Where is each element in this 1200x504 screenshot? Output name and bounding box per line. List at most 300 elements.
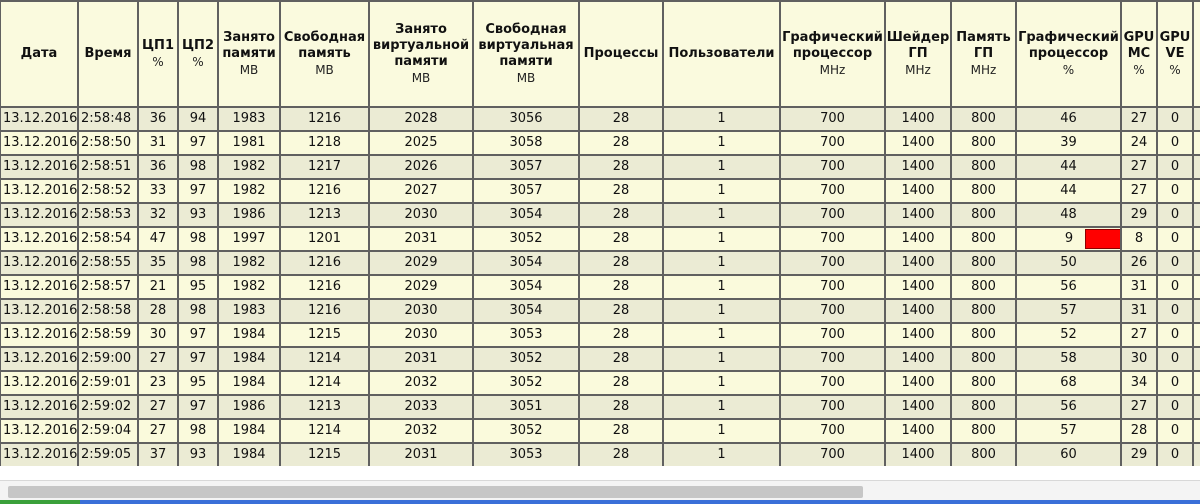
value-cell: 1400 xyxy=(886,276,952,300)
value-cell: 0 xyxy=(1158,156,1194,180)
value-cell: 0 xyxy=(1158,396,1194,420)
value-cell: 700 xyxy=(781,228,886,252)
column-header xyxy=(1158,0,1194,108)
value-cell: 28 xyxy=(580,348,664,372)
value-cell: 60 xyxy=(1017,444,1122,466)
value-cell: 36 xyxy=(139,156,179,180)
value-cell: 98 xyxy=(179,420,219,444)
value-cell: 44 xyxy=(1017,156,1122,180)
value-cell: 3051 xyxy=(474,396,580,420)
column-header-label: Пользователи xyxy=(668,46,775,61)
date-cell: 13.12.2016 xyxy=(0,228,79,252)
value-cell: 800 xyxy=(952,228,1017,252)
value-cell: 700 xyxy=(781,348,886,372)
time-cell: 2:59:00 xyxy=(79,348,139,372)
column-header-unit: MB xyxy=(239,63,259,77)
value-cell: 1984 xyxy=(219,372,281,396)
column-header-label: Память ГП xyxy=(956,30,1011,61)
value-cell: 1218 xyxy=(281,132,370,156)
value-cell: 1400 xyxy=(886,108,952,132)
date-cell: 13.12.2016 xyxy=(0,204,79,228)
time-cell: 2:59:05 xyxy=(79,444,139,466)
column-header-unit: % xyxy=(1133,63,1145,77)
value-cell: 0 xyxy=(1158,372,1194,396)
table-row xyxy=(0,204,1200,228)
value-cell: 1 xyxy=(664,156,781,180)
value-cell: 93 xyxy=(179,204,219,228)
value-cell: 1 xyxy=(664,276,781,300)
column-header-label: GPU MC xyxy=(1123,30,1155,61)
column-header-label: Графический процессор xyxy=(782,30,883,61)
value-cell: 52 xyxy=(1017,324,1122,348)
date-cell: 13.12.2016 xyxy=(0,276,79,300)
value-cell: 700 xyxy=(781,156,886,180)
value-cell: 98 xyxy=(179,252,219,276)
value-cell: 700 xyxy=(781,420,886,444)
table-row xyxy=(0,228,1200,252)
value-cell: 35 xyxy=(139,252,179,276)
value-cell: 2031 xyxy=(370,444,474,466)
value-cell: 2028 xyxy=(370,108,474,132)
value-cell: 1400 xyxy=(886,300,952,324)
column-header-label: Дата xyxy=(20,46,58,61)
value-cell: 1201 xyxy=(281,228,370,252)
value-cell: 31 xyxy=(1122,300,1158,324)
column-header xyxy=(474,0,580,108)
value-cell: 2030 xyxy=(370,324,474,348)
value-cell: 30 xyxy=(139,324,179,348)
column-header xyxy=(0,0,79,108)
overflow-cell xyxy=(1194,180,1200,204)
value-cell: 1400 xyxy=(886,324,952,348)
value-cell: 0 xyxy=(1158,276,1194,300)
column-header xyxy=(1017,0,1122,108)
column-header xyxy=(580,0,664,108)
value-cell: 1981 xyxy=(219,132,281,156)
time-cell: 2:58:59 xyxy=(79,324,139,348)
value-cell: 800 xyxy=(952,372,1017,396)
overflow-cell xyxy=(1194,444,1200,466)
column-header-label: ЦП2 xyxy=(182,38,214,53)
time-cell: 2:59:02 xyxy=(79,396,139,420)
value-cell: 1216 xyxy=(281,108,370,132)
value-cell: 700 xyxy=(781,108,886,132)
value-cell: 26 xyxy=(1122,252,1158,276)
column-header-label: Свободная память xyxy=(283,30,366,61)
value-cell: 700 xyxy=(781,444,886,466)
gpu-usage-alert xyxy=(1017,228,1120,250)
value-cell: 1214 xyxy=(281,420,370,444)
column-header-unit: MB xyxy=(315,63,334,77)
value-cell: 1 xyxy=(664,132,781,156)
value-cell: 47 xyxy=(139,228,179,252)
value-cell: 3057 xyxy=(474,156,580,180)
overflow-cell xyxy=(1194,252,1200,276)
value-cell: 56 xyxy=(1017,396,1122,420)
value-cell: 0 xyxy=(1158,324,1194,348)
table-body xyxy=(0,108,1200,466)
value-cell: 1982 xyxy=(219,156,281,180)
value-cell: 3052 xyxy=(474,228,580,252)
value-cell: 3058 xyxy=(474,132,580,156)
value-cell: 1213 xyxy=(281,204,370,228)
table-row xyxy=(0,372,1200,396)
value-cell: 1214 xyxy=(281,348,370,372)
value-cell: 1216 xyxy=(281,252,370,276)
value-cell: 1983 xyxy=(219,300,281,324)
column-header-unit: % xyxy=(1062,63,1075,77)
date-cell: 13.12.2016 xyxy=(0,252,79,276)
value-cell: 1400 xyxy=(886,204,952,228)
value-cell: 97 xyxy=(179,348,219,372)
column-header xyxy=(781,0,886,108)
header-row xyxy=(0,0,1200,108)
value-cell: 48 xyxy=(1017,204,1122,228)
value-cell: 1213 xyxy=(281,396,370,420)
table-row xyxy=(0,108,1200,132)
value-cell: 95 xyxy=(179,276,219,300)
value-cell: 28 xyxy=(580,252,664,276)
value-cell: 27 xyxy=(1122,156,1158,180)
value-cell: 97 xyxy=(179,132,219,156)
column-header xyxy=(79,0,139,108)
value-cell: 21 xyxy=(139,276,179,300)
value-cell: 28 xyxy=(580,228,664,252)
value-cell: 93 xyxy=(179,444,219,466)
table-row xyxy=(0,420,1200,444)
value-cell: 28 xyxy=(580,396,664,420)
value-cell: 1215 xyxy=(281,324,370,348)
overflow-cell xyxy=(1194,276,1200,300)
value-cell: 1400 xyxy=(886,156,952,180)
column-header xyxy=(139,0,179,108)
table-row xyxy=(0,396,1200,420)
column-header-label: Свободная виртуальная памяти xyxy=(478,22,574,69)
value-cell: 2032 xyxy=(370,372,474,396)
column-header xyxy=(219,0,281,108)
value-cell: 28 xyxy=(139,300,179,324)
alert-marker xyxy=(1085,229,1121,249)
value-cell: 800 xyxy=(952,396,1017,420)
taskbar-strip xyxy=(0,500,1200,504)
value-cell: 1984 xyxy=(219,444,281,466)
value-cell: 94 xyxy=(179,108,219,132)
value-cell: 36 xyxy=(139,108,179,132)
value-cell: 28 xyxy=(580,276,664,300)
value-cell xyxy=(1017,228,1122,252)
value-cell: 1400 xyxy=(886,396,952,420)
overflow-cell xyxy=(1194,420,1200,444)
value-cell: 28 xyxy=(580,420,664,444)
column-header-label: Занято виртуальной памяти xyxy=(372,22,470,69)
value-cell: 1216 xyxy=(281,180,370,204)
value-cell: 800 xyxy=(952,420,1017,444)
value-cell: 2032 xyxy=(370,420,474,444)
column-header-unit: MHz xyxy=(970,63,997,77)
value-cell: 1982 xyxy=(219,180,281,204)
value-cell: 31 xyxy=(1122,276,1158,300)
value-cell: 1986 xyxy=(219,204,281,228)
value-cell: 1 xyxy=(664,444,781,466)
value-cell: 30 xyxy=(1122,348,1158,372)
table-row xyxy=(0,180,1200,204)
value-cell: 28 xyxy=(580,204,664,228)
value-cell: 2030 xyxy=(370,300,474,324)
date-cell: 13.12.2016 xyxy=(0,180,79,204)
value-cell: 1 xyxy=(664,348,781,372)
value-cell: 1215 xyxy=(281,444,370,466)
table-row xyxy=(0,348,1200,372)
value-cell: 800 xyxy=(952,324,1017,348)
column-header xyxy=(952,0,1017,108)
value-cell: 27 xyxy=(1122,180,1158,204)
value-cell: 1 xyxy=(664,396,781,420)
date-cell: 13.12.2016 xyxy=(0,324,79,348)
value-cell: 37 xyxy=(139,444,179,466)
value-cell: 0 xyxy=(1158,204,1194,228)
value-cell: 1400 xyxy=(886,132,952,156)
column-header-unit: % xyxy=(1169,63,1181,77)
column-header-unit: MHz xyxy=(819,63,846,77)
value-cell: 1984 xyxy=(219,348,281,372)
value-cell: 0 xyxy=(1158,228,1194,252)
date-cell: 13.12.2016 xyxy=(0,300,79,324)
value-cell: 700 xyxy=(781,180,886,204)
value-cell: 0 xyxy=(1158,300,1194,324)
overflow-cell xyxy=(1194,324,1200,348)
value-cell: 27 xyxy=(139,348,179,372)
value-cell: 27 xyxy=(139,396,179,420)
value-cell: 800 xyxy=(952,132,1017,156)
time-cell: 2:59:04 xyxy=(79,420,139,444)
value-cell: 2031 xyxy=(370,228,474,252)
value-cell: 2026 xyxy=(370,156,474,180)
value-cell: 3056 xyxy=(474,108,580,132)
value-cell: 1216 xyxy=(281,276,370,300)
column-header xyxy=(179,0,219,108)
time-cell: 2:58:50 xyxy=(79,132,139,156)
overflow-cell xyxy=(1194,300,1200,324)
value-cell: 800 xyxy=(952,108,1017,132)
date-cell: 13.12.2016 xyxy=(0,396,79,420)
date-cell: 13.12.2016 xyxy=(0,444,79,466)
value-cell: 68 xyxy=(1017,372,1122,396)
value-cell: 27 xyxy=(139,420,179,444)
date-cell: 13.12.2016 xyxy=(0,132,79,156)
value-cell: 44 xyxy=(1017,180,1122,204)
overflow-cell xyxy=(1194,156,1200,180)
value-cell: 1 xyxy=(664,324,781,348)
time-cell: 2:58:54 xyxy=(79,228,139,252)
value-cell: 0 xyxy=(1158,252,1194,276)
overflow-cell xyxy=(1194,372,1200,396)
value-cell: 1 xyxy=(664,420,781,444)
column-header xyxy=(370,0,474,108)
value-cell: 1982 xyxy=(219,276,281,300)
value-cell: 0 xyxy=(1158,132,1194,156)
value-cell: 0 xyxy=(1158,420,1194,444)
time-cell: 2:58:48 xyxy=(79,108,139,132)
value-cell: 28 xyxy=(580,180,664,204)
value-cell: 34 xyxy=(1122,372,1158,396)
time-cell: 2:58:53 xyxy=(79,204,139,228)
value-cell: 800 xyxy=(952,444,1017,466)
value-cell: 39 xyxy=(1017,132,1122,156)
column-header xyxy=(1122,0,1158,108)
overflow-cell xyxy=(1194,204,1200,228)
value-cell: 1216 xyxy=(281,300,370,324)
overflow-cell xyxy=(1194,132,1200,156)
date-cell: 13.12.2016 xyxy=(0,348,79,372)
time-cell: 2:58:52 xyxy=(79,180,139,204)
time-cell: 2:58:55 xyxy=(79,252,139,276)
value-cell: 2031 xyxy=(370,348,474,372)
value-cell: 1 xyxy=(664,300,781,324)
value-cell: 700 xyxy=(781,276,886,300)
value-cell: 1 xyxy=(664,228,781,252)
value-cell: 3052 xyxy=(474,348,580,372)
value-cell: 28 xyxy=(580,132,664,156)
value-cell: 0 xyxy=(1158,348,1194,372)
scrollbar-thumb[interactable] xyxy=(8,486,863,498)
value-cell: 800 xyxy=(952,300,1017,324)
value-cell: 1984 xyxy=(219,420,281,444)
value-cell: 97 xyxy=(179,396,219,420)
column-header-unit: MHz xyxy=(905,63,931,77)
value-cell: 700 xyxy=(781,204,886,228)
overflow-cell xyxy=(1194,228,1200,252)
table-row xyxy=(0,444,1200,466)
column-header-overflow xyxy=(1194,0,1200,108)
column-header-label: ЦП1 xyxy=(142,38,174,53)
value-cell: 3054 xyxy=(474,252,580,276)
column-header xyxy=(886,0,952,108)
value-cell: 700 xyxy=(781,252,886,276)
overflow-cell xyxy=(1194,108,1200,132)
value-cell: 2033 xyxy=(370,396,474,420)
value-cell: 1983 xyxy=(219,108,281,132)
table-row xyxy=(0,132,1200,156)
value-cell: 1400 xyxy=(886,420,952,444)
value-cell: 1214 xyxy=(281,372,370,396)
value-cell: 58 xyxy=(1017,348,1122,372)
value-cell: 23 xyxy=(139,372,179,396)
value-cell: 46 xyxy=(1017,108,1122,132)
value-cell: 1 xyxy=(664,204,781,228)
column-header-label: Графический процессор xyxy=(1018,30,1119,61)
value-cell: 700 xyxy=(781,324,886,348)
value-cell: 1400 xyxy=(886,252,952,276)
value-cell: 27 xyxy=(1122,108,1158,132)
value-cell: 2030 xyxy=(370,204,474,228)
column-header-unit: MB xyxy=(411,71,431,85)
value-cell: 1984 xyxy=(219,324,281,348)
time-cell: 2:58:58 xyxy=(79,300,139,324)
value-cell: 700 xyxy=(781,300,886,324)
value-cell: 3054 xyxy=(474,204,580,228)
value-cell: 31 xyxy=(139,132,179,156)
value-cell: 97 xyxy=(179,324,219,348)
value-cell: 29 xyxy=(1122,444,1158,466)
table-row xyxy=(0,300,1200,324)
column-header xyxy=(664,0,781,108)
value-cell: 1997 xyxy=(219,228,281,252)
value-cell: 800 xyxy=(952,252,1017,276)
value-cell: 3053 xyxy=(474,324,580,348)
value-cell: 28 xyxy=(580,108,664,132)
column-header xyxy=(281,0,370,108)
value-cell: 28 xyxy=(580,324,664,348)
value-cell: 2029 xyxy=(370,276,474,300)
value-cell: 28 xyxy=(580,300,664,324)
value-cell: 800 xyxy=(952,204,1017,228)
value-cell: 3054 xyxy=(474,276,580,300)
value-cell: 0 xyxy=(1158,108,1194,132)
value-cell: 28 xyxy=(1122,420,1158,444)
table-row xyxy=(0,156,1200,180)
time-cell: 2:58:51 xyxy=(79,156,139,180)
value-cell: 1400 xyxy=(886,444,952,466)
value-cell: 98 xyxy=(179,228,219,252)
value-cell: 98 xyxy=(179,300,219,324)
value-cell: 3054 xyxy=(474,300,580,324)
value-cell: 2025 xyxy=(370,132,474,156)
value-cell: 0 xyxy=(1158,180,1194,204)
value-cell: 57 xyxy=(1017,300,1122,324)
table-row xyxy=(0,276,1200,300)
value-cell: 28 xyxy=(580,156,664,180)
value-cell: 700 xyxy=(781,396,886,420)
table-row xyxy=(0,324,1200,348)
value-cell: 29 xyxy=(1122,204,1158,228)
value-cell: 57 xyxy=(1017,420,1122,444)
value-cell: 24 xyxy=(1122,132,1158,156)
value-cell: 56 xyxy=(1017,276,1122,300)
value-cell: 800 xyxy=(952,180,1017,204)
overflow-cell xyxy=(1194,348,1200,372)
value-cell: 0 xyxy=(1158,444,1194,466)
value-cell: 27 xyxy=(1122,324,1158,348)
value-cell: 95 xyxy=(179,372,219,396)
value-cell: 32 xyxy=(139,204,179,228)
value-cell: 1 xyxy=(664,180,781,204)
column-header-unit: % xyxy=(192,55,204,69)
value-cell: 1400 xyxy=(886,372,952,396)
gpu-usage-value: 9 xyxy=(1064,231,1074,246)
value-cell: 1400 xyxy=(886,228,952,252)
value-cell: 33 xyxy=(139,180,179,204)
value-cell: 1400 xyxy=(886,180,952,204)
value-cell: 1 xyxy=(664,108,781,132)
start-button-edge[interactable] xyxy=(0,500,80,504)
value-cell: 98 xyxy=(179,156,219,180)
value-cell: 50 xyxy=(1017,252,1122,276)
time-cell: 2:58:57 xyxy=(79,276,139,300)
table-row xyxy=(0,252,1200,276)
date-cell: 13.12.2016 xyxy=(0,156,79,180)
column-header-label: Занято памяти xyxy=(222,30,276,61)
date-cell: 13.12.2016 xyxy=(0,372,79,396)
column-header-label: Процессы xyxy=(583,46,659,61)
date-cell: 13.12.2016 xyxy=(0,108,79,132)
value-cell: 2027 xyxy=(370,180,474,204)
value-cell: 800 xyxy=(952,156,1017,180)
value-cell: 28 xyxy=(580,372,664,396)
column-header-label: GPU VE xyxy=(1159,30,1191,61)
value-cell: 700 xyxy=(781,132,886,156)
value-cell: 97 xyxy=(179,180,219,204)
value-cell: 800 xyxy=(952,276,1017,300)
